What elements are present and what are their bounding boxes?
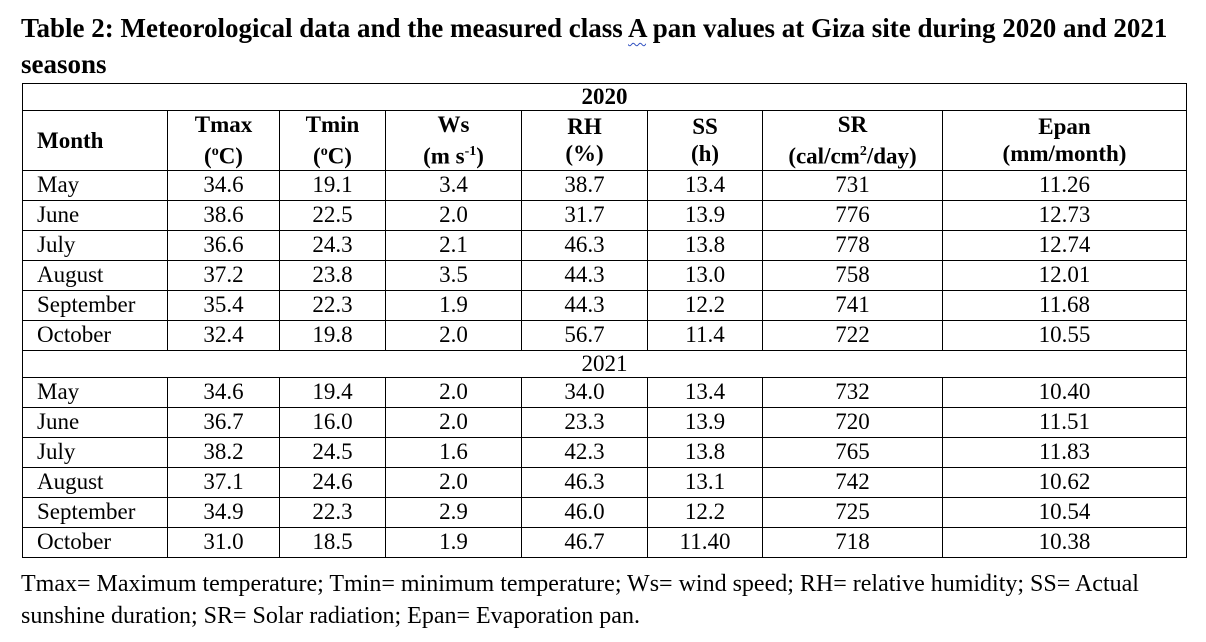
cell-rh: 46.3 — [522, 467, 648, 497]
cell-rh: 44.3 — [522, 290, 648, 320]
cell-tmin: 22.5 — [280, 200, 386, 230]
cell-rh: 56.7 — [522, 320, 648, 350]
cell-sr: 765 — [763, 437, 943, 467]
cell-tmax: 34.6 — [168, 170, 280, 200]
table-row — [23, 437, 1187, 467]
table-row — [23, 377, 1187, 407]
cell-tmax: 36.7 — [168, 407, 280, 437]
table-title-start: Table 2: Meteorological data and the measured class — [21, 13, 628, 43]
cell-sr: 718 — [763, 527, 943, 557]
cell-epan: 10.40 — [943, 377, 1187, 407]
cell-month: September — [23, 497, 168, 527]
cell-ws: 2.1 — [386, 230, 522, 260]
header-epan: Epan (mm/month) — [943, 111, 1187, 171]
cell-ws: 1.6 — [386, 437, 522, 467]
cell-ws: 3.4 — [386, 170, 522, 200]
season-2020-body — [23, 170, 1187, 350]
cell-rh: 23.3 — [522, 407, 648, 437]
table-row — [23, 497, 1187, 527]
cell-month: July — [23, 437, 168, 467]
header-ss: SS (h) — [648, 111, 763, 171]
cell-tmax: 35.4 — [168, 290, 280, 320]
cell-sr: 742 — [763, 467, 943, 497]
cell-tmax: 34.6 — [168, 377, 280, 407]
cell-tmax: 32.4 — [168, 320, 280, 350]
cell-sr: 722 — [763, 320, 943, 350]
table-row — [23, 200, 1187, 230]
cell-tmin: 24.6 — [280, 467, 386, 497]
cell-month: May — [23, 377, 168, 407]
cell-tmin: 19.1 — [280, 170, 386, 200]
cell-rh: 44.3 — [522, 260, 648, 290]
cell-tmax: 37.1 — [168, 467, 280, 497]
cell-ss: 13.9 — [648, 407, 763, 437]
cell-ws: 1.9 — [386, 527, 522, 557]
cell-month: August — [23, 467, 168, 497]
cell-month: June — [23, 200, 168, 230]
cell-month: October — [23, 527, 168, 557]
cell-sr: 720 — [763, 407, 943, 437]
cell-tmin: 24.3 — [280, 230, 386, 260]
cell-epan: 10.55 — [943, 320, 1187, 350]
cell-ss: 13.4 — [648, 377, 763, 407]
cell-month: July — [23, 230, 168, 260]
header-tmax: Tmax ($^o$C) — [168, 111, 280, 171]
cell-epan: 10.62 — [943, 467, 1187, 497]
cell-month: October — [23, 320, 168, 350]
cell-ws: 2.9 — [386, 497, 522, 527]
cell-rh: 46.7 — [522, 527, 648, 557]
table-row — [23, 170, 1187, 200]
header-month: Month — [23, 111, 168, 171]
cell-rh: 38.7 — [522, 170, 648, 200]
table-title — [21, 10, 1201, 82]
table-title-end: pan values at Giza site during 2020 and 2021 seasons — [21, 13, 1168, 79]
cell-sr: 725 — [763, 497, 943, 527]
season-year-2020: 2020 — [23, 84, 1187, 111]
cell-ws: 1.9 — [386, 290, 522, 320]
cell-sr: 732 — [763, 377, 943, 407]
cell-ws: 2.0 — [386, 320, 522, 350]
table-row — [23, 527, 1187, 557]
table-row — [23, 260, 1187, 290]
table-row — [23, 320, 1187, 350]
cell-ws: 2.0 — [386, 200, 522, 230]
header-sr: SR $(cal/cm^2/day)$ — [763, 111, 943, 171]
cell-ss: 13.0 — [648, 260, 763, 290]
cell-month: September — [23, 290, 168, 320]
cell-ws: 2.0 — [386, 407, 522, 437]
cell-tmax: 38.2 — [168, 437, 280, 467]
table-footnote: Tmax= Maximum temperature; Tmin= minimum temperature; Ws= wind speed; RH= relative humidity; SS= Actual sunshine duration; SR= Solar radiation; Epan= Evaporation pan. — [21, 571, 1139, 629]
table-row — [23, 290, 1187, 320]
season-year-2021: 2021 — [23, 350, 1187, 377]
header-rh: RH (%) — [522, 111, 648, 171]
cell-epan: 11.26 — [943, 170, 1187, 200]
cell-ss: 12.2 — [648, 290, 763, 320]
cell-rh: 42.3 — [522, 437, 648, 467]
cell-ss: 13.8 — [648, 437, 763, 467]
header-ws: Ws (m $s^{-1}$) — [386, 111, 522, 171]
cell-rh: 46.3 — [522, 230, 648, 260]
cell-ss: 13.8 — [648, 230, 763, 260]
cell-rh: 31.7 — [522, 200, 648, 230]
cell-ws: 2.0 — [386, 467, 522, 497]
cell-ss: 13.1 — [648, 467, 763, 497]
cell-ss: 13.9 — [648, 200, 763, 230]
cell-tmin: 22.3 — [280, 497, 386, 527]
table-row — [23, 230, 1187, 260]
cell-tmin: 19.4 — [280, 377, 386, 407]
cell-epan: 10.54 — [943, 497, 1187, 527]
cell-epan: 10.38 — [943, 527, 1187, 557]
cell-tmin: 24.5 — [280, 437, 386, 467]
season-2020-row — [23, 84, 1187, 111]
header-tmin: Tmin ($^o$C) — [280, 111, 386, 171]
meteorological-data-table — [22, 83, 1187, 558]
cell-tmin: 22.3 — [280, 290, 386, 320]
header-row — [23, 111, 1187, 171]
cell-ws: 2.0 — [386, 377, 522, 407]
cell-tmax: 37.2 — [168, 260, 280, 290]
cell-epan: 12.01 — [943, 260, 1187, 290]
cell-ss: 12.2 — [648, 497, 763, 527]
cell-month: August — [23, 260, 168, 290]
cell-tmax: 31.0 — [168, 527, 280, 557]
table-row — [23, 407, 1187, 437]
cell-month: May — [23, 170, 168, 200]
cell-sr: 731 — [763, 170, 943, 200]
cell-tmax: 34.9 — [168, 497, 280, 527]
cell-tmin: 23.8 — [280, 260, 386, 290]
cell-epan: 12.73 — [943, 200, 1187, 230]
cell-epan: 11.83 — [943, 437, 1187, 467]
cell-epan: 11.51 — [943, 407, 1187, 437]
cell-sr: 776 — [763, 200, 943, 230]
cell-ss: 11.40 — [648, 527, 763, 557]
cell-ws: 3.5 — [386, 260, 522, 290]
cell-ss: 13.4 — [648, 170, 763, 200]
cell-epan: 12.74 — [943, 230, 1187, 260]
cell-rh: 34.0 — [522, 377, 648, 407]
cell-sr: 778 — [763, 230, 943, 260]
season-2021-body — [23, 377, 1187, 557]
cell-rh: 46.0 — [522, 497, 648, 527]
cell-sr: 741 — [763, 290, 943, 320]
cell-tmax: 36.6 — [168, 230, 280, 260]
cell-tmin: 19.8 — [280, 320, 386, 350]
cell-epan: 11.68 — [943, 290, 1187, 320]
season-2021-row — [23, 350, 1187, 377]
cell-ss: 11.4 — [648, 320, 763, 350]
cell-tmin: 16.0 — [280, 407, 386, 437]
cell-sr: 758 — [763, 260, 943, 290]
table-row — [23, 467, 1187, 497]
cell-month: June — [23, 407, 168, 437]
spellcheck-flagged-word: A — [628, 13, 647, 43]
cell-tmax: 38.6 — [168, 200, 280, 230]
cell-tmin: 18.5 — [280, 527, 386, 557]
